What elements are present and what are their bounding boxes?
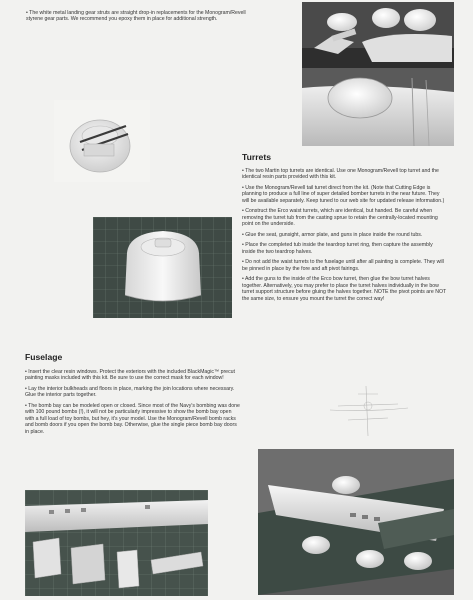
fuselage-bullet: • The bomb bay can be modeled open or closed. Since most of the Navy's bombing was done with 100 pound bombs (!), it will not be particularly impressive to show the bomb bay open with a full load of toy bombs, but hey, it's your model. Use the Monogram/Revell bomb racks and bomb doors if you open the bomb bay. Otherwise, glue the single piece bomb bay doors in place. bbox=[25, 403, 240, 435]
fuselage-heading: Fuselage bbox=[25, 352, 63, 362]
assembled-fuselage-illustration bbox=[258, 449, 454, 595]
fuselage-bullets bbox=[25, 369, 240, 439]
waist-turret-illustration bbox=[54, 100, 150, 182]
fuselage-bullet: • Lay the interior bulkheads and floors in place, marking the join locations where necessary. Glue the interior parts together. bbox=[25, 386, 235, 399]
turrets-bullet: • Glue the seat, gunsight, armor plate, and guns in place inside the round tubs. bbox=[242, 231, 423, 238]
photo-turret-parts bbox=[302, 2, 454, 68]
bow-turret-illustration bbox=[302, 68, 454, 146]
aircraft-sketch-illustration bbox=[318, 376, 418, 446]
faint-sketch-graphic bbox=[318, 376, 418, 446]
turret-parts-illustration bbox=[302, 2, 454, 68]
photo-fuselage-parts bbox=[25, 490, 208, 596]
turrets-bullet: • The two Martin top turrets are identical. Use one Monogram/Revell top turret and the identical resin parts provided with this kit. bbox=[242, 168, 439, 181]
turrets-heading: Turrets bbox=[242, 152, 271, 162]
photo-turret-tub bbox=[93, 217, 232, 318]
fuselage-parts-illustration bbox=[25, 490, 208, 596]
intro-text: • The white metal landing gear struts are straight drop-in replacements for the Monogram/Revell styrene gear parts. We recommend you epoxy them in place for additional strength. bbox=[26, 10, 246, 23]
turrets-bullet: • Add the guns to the inside of the Erco bow turret, then glue the bow turret halves together. Alternatively, you may prefer to place the turret halves individually in the bow turret support structure before gluing the halves together. NOTE the pivot points are NOT the same size, to ensure you mount the turret the correct way! bbox=[242, 276, 447, 302]
turret-tub-illustration bbox=[93, 217, 232, 318]
turrets-bullet: • Use the Monogram/Revell tail turret direct from the kit. (Note that Cutting Edge is planning to produce a full line of super detailed bomber turrets in the near future. They will be available separately. Keep tuned to our web site for updated release information.) bbox=[242, 185, 445, 204]
turrets-bullets bbox=[242, 168, 447, 306]
turrets-bullet: • Do not add the waist turrets to the fuselage until after all painting is complete. They will be pinned in place by the fore and aft pivot fairings. bbox=[242, 259, 444, 272]
turrets-bullet: • Construct the Erco waist turrets, which are identical, but handed. Be careful when removing the turret tub from the casting sprue to retain the centrally-located mounting point on the underside. bbox=[242, 208, 438, 228]
photo-bow-turret bbox=[302, 68, 454, 146]
photo-assembled-fuselage bbox=[258, 449, 454, 595]
turrets-bullet: • Place the completed tub inside the teardrop turret ring, then capture the assembly inside the two teardrop halves. bbox=[242, 242, 433, 255]
photo-waist-turret-guns bbox=[54, 100, 150, 182]
fuselage-bullet: • Insert the clear resin windows. Protect the exteriors with the included BlackMagic™ precut painting masks included with this kit. Be sure to use the correct mask for each window! bbox=[25, 369, 235, 382]
